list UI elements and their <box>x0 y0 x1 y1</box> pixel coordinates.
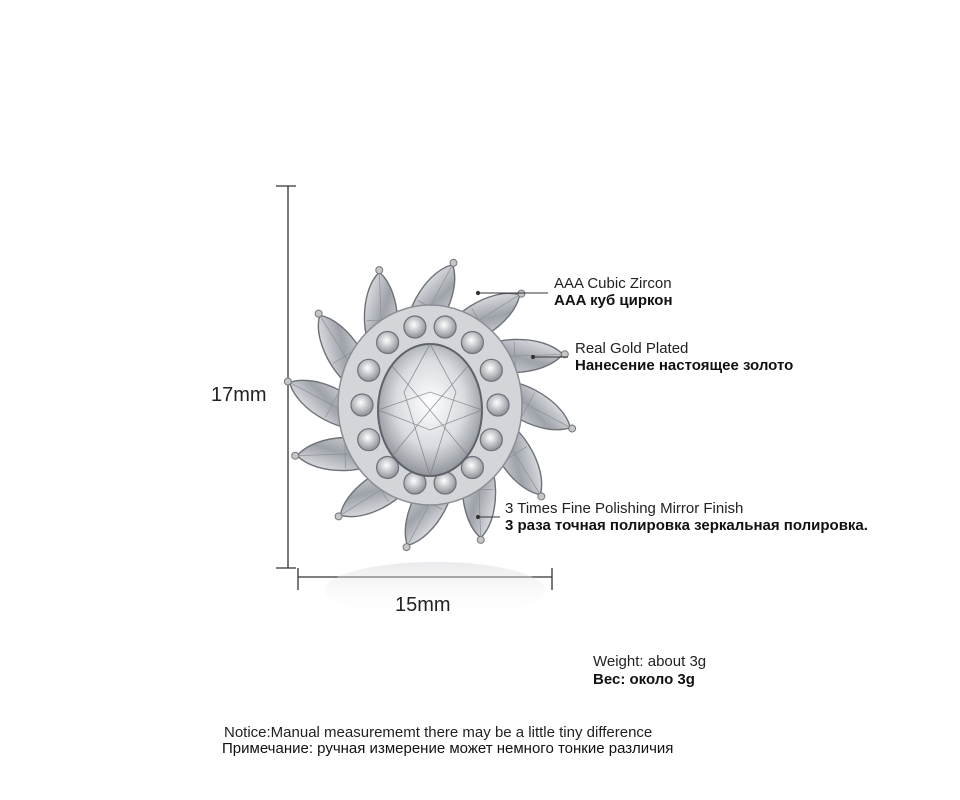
notice-ru: Примечание: ручная измерение может немного тонкие различия <box>222 740 674 757</box>
accent-stone <box>377 332 399 354</box>
weight-ru: Вес: около 3g <box>593 671 695 688</box>
earring-image <box>277 252 583 618</box>
accent-stone <box>487 394 509 416</box>
notice-en: Notice:Manual measurememt there may be a little tiny difference <box>224 724 653 741</box>
accent-stone <box>461 332 483 354</box>
accent-stone <box>351 394 373 416</box>
accent-stone <box>434 316 456 338</box>
accent-stone <box>358 359 380 381</box>
callout-polish-en: 3 Times Fine Polishing Mirror Finish <box>505 500 744 517</box>
callout-gold-en: Real Gold Plated <box>575 340 689 357</box>
accent-stone <box>358 429 380 451</box>
height-dimension-line <box>276 186 296 568</box>
weight-en: Weight: about 3g <box>593 653 707 670</box>
accent-stone <box>480 359 502 381</box>
callout-gold-ru: Нанесение настоящее золото <box>575 357 794 374</box>
width-label: 15mm <box>395 594 451 616</box>
accent-stone <box>404 316 426 338</box>
accent-stone <box>480 429 502 451</box>
callout-polish-ru: 3 раза точная полировка зеркальная полировка. <box>505 517 868 534</box>
callout-zircon-ru: AAA куб циркон <box>554 292 673 309</box>
callout-zircon-en: AAA Cubic Zircon <box>554 275 672 292</box>
height-label: 17mm <box>211 384 267 406</box>
